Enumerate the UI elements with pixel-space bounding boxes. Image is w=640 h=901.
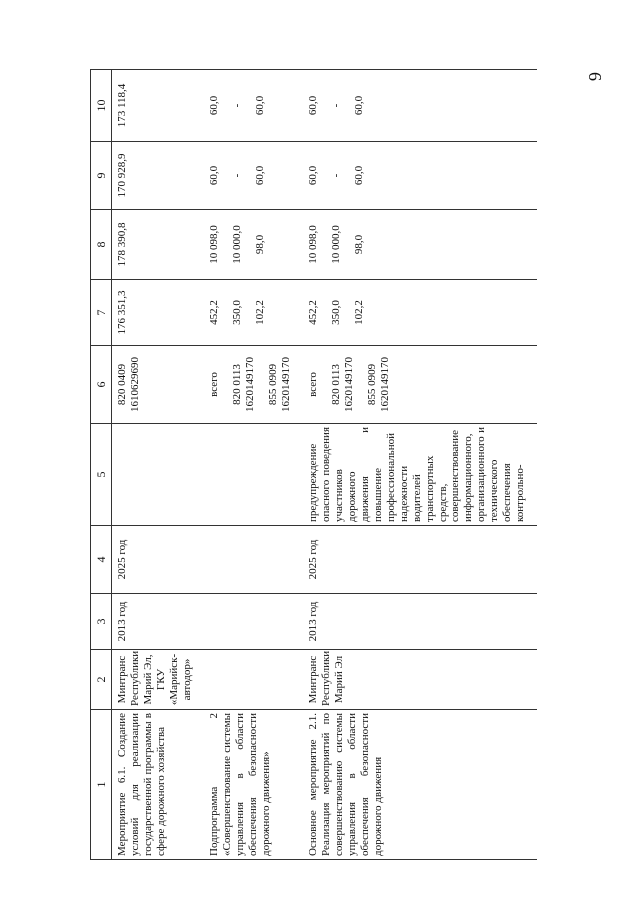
budget-code: 855 0909 1620149170 <box>266 357 292 412</box>
column-header: 7 <box>91 280 112 346</box>
value-col-9 <box>112 142 204 210</box>
value: 102,2 <box>352 300 365 325</box>
budget-codes <box>112 346 204 424</box>
end-year <box>204 526 303 594</box>
value-col-8 <box>112 210 204 280</box>
column-header: 1 <box>91 710 112 860</box>
expected-result: предупреждение опасного поведения участников дорожного движения и повышение профессиональной надежности водителей транспортных средств, совершенствование информационного, организационного и технического обеспечения контрольно- <box>303 424 537 526</box>
value: - <box>230 173 243 178</box>
value: 173 118,4 <box>116 83 129 128</box>
value: 10 098,0 <box>207 225 220 264</box>
column-header: 5 <box>91 424 112 526</box>
column-header: 3 <box>91 594 112 650</box>
end-year: 2025 год <box>112 526 204 594</box>
value: 10 000,0 <box>329 225 342 264</box>
value: 60,0 <box>306 95 319 116</box>
executor: Минтранс Республики Марий Эл <box>303 650 537 710</box>
table-row <box>112 70 204 860</box>
value: 452,2 <box>306 300 319 325</box>
budget-code: 820 0409 1610629690 <box>116 357 142 412</box>
column-header: 2 <box>91 650 112 710</box>
budget-code: всего <box>306 372 319 397</box>
value: 60,0 <box>352 165 365 186</box>
value: 60,0 <box>352 95 365 116</box>
value: 60,0 <box>253 165 266 186</box>
start-year <box>204 594 303 650</box>
column-header: 8 <box>91 210 112 280</box>
executor: Минтранс Республики Марий Эл, ГКУ «Марийск-автодор» <box>112 650 204 710</box>
value: 60,0 <box>253 95 266 116</box>
value: 350,0 <box>230 300 243 325</box>
activity-name: Мероприятие 6.1. Создание условий для реализации государственной программы в сфере дорожного хозяйства <box>112 710 204 860</box>
end-year: 2025 год <box>303 526 537 594</box>
value: 10 098,0 <box>306 225 319 264</box>
value-col-9 <box>303 142 537 210</box>
value-col-8 <box>204 210 303 280</box>
value: 102,2 <box>253 300 266 325</box>
budget-codes <box>303 346 537 424</box>
value: 452,2 <box>207 300 220 325</box>
value-col-10 <box>112 70 204 142</box>
value: 176 351,3 <box>116 290 129 335</box>
budget-code: 820 0113 1620149170 <box>230 357 256 412</box>
value-col-7 <box>112 280 204 346</box>
value: 170 928,9 <box>116 153 129 198</box>
column-number-row <box>91 70 112 860</box>
value-col-10 <box>303 70 537 142</box>
column-header: 4 <box>91 526 112 594</box>
column-header: 10 <box>91 70 112 142</box>
budget-code: всего <box>207 372 220 397</box>
value-col-8 <box>303 210 537 280</box>
budget-code: 855 0909 1620149170 <box>365 357 391 412</box>
budget-code: 820 0113 1620149170 <box>329 357 355 412</box>
value: - <box>329 103 342 108</box>
expected-result <box>204 424 303 526</box>
value-col-7 <box>303 280 537 346</box>
value: - <box>329 173 342 178</box>
value: 98,0 <box>253 234 266 255</box>
program-table <box>90 69 537 860</box>
start-year: 2013 год <box>303 594 537 650</box>
value: 60,0 <box>306 165 319 186</box>
expected-result <box>112 424 204 526</box>
page-number: 6 <box>585 72 605 81</box>
value: 178 390,8 <box>116 222 129 267</box>
value-col-10 <box>204 70 303 142</box>
budget-codes <box>204 346 303 424</box>
value: 60,0 <box>207 165 220 186</box>
table-row <box>303 70 537 860</box>
executor <box>204 650 303 710</box>
value: - <box>230 103 243 108</box>
start-year: 2013 год <box>112 594 204 650</box>
value: 60,0 <box>207 95 220 116</box>
column-header: 6 <box>91 346 112 424</box>
value: 10 000,0 <box>230 225 243 264</box>
document-sheet <box>90 60 610 860</box>
value: 98,0 <box>352 234 365 255</box>
column-header: 9 <box>91 142 112 210</box>
activity-name: Подпрограмма 2 «Совершенствование системы управления в области обеспечения безопасности дорожного движения» <box>204 710 303 860</box>
value-col-7 <box>204 280 303 346</box>
value-col-9 <box>204 142 303 210</box>
value: 350,0 <box>329 300 342 325</box>
activity-name: Основное мероприятие 2.1. Реализация мероприятий по совершенствованию системы управления в области обеспечения безопасности дорожного движения <box>303 710 537 860</box>
table-row <box>204 70 303 860</box>
